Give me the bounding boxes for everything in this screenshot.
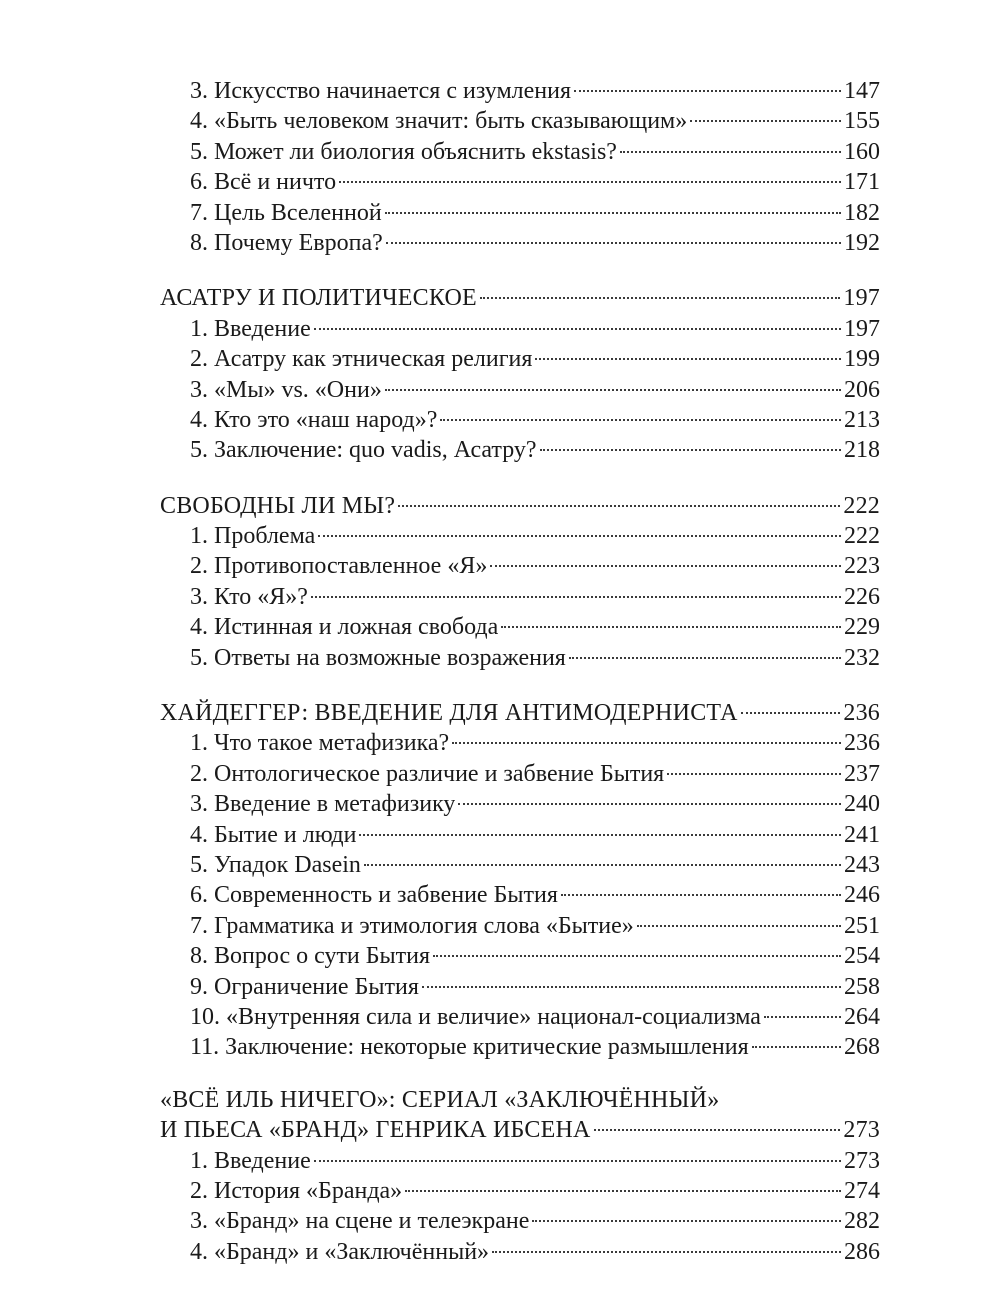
page-number: 251: [844, 912, 880, 939]
dot-leader: [339, 181, 841, 183]
toc-entry: [160, 1206, 880, 1236]
entry-title: 1. Проблема: [190, 523, 316, 550]
toc-entry: [160, 911, 880, 941]
page-number: 232: [844, 644, 880, 671]
dot-leader: [385, 389, 841, 391]
toc-entry: [160, 106, 880, 136]
dot-leader: [359, 834, 841, 836]
toc-entry: [160, 941, 880, 971]
toc-entry: [160, 728, 880, 758]
entry-title: 1. Что такое метафизика?: [190, 730, 450, 757]
entry-title: 8. Почему Европа?: [190, 229, 383, 256]
page-number: 243: [844, 851, 880, 878]
page-number: 236: [844, 730, 880, 757]
toc-entry: [160, 314, 880, 344]
page-number: 197: [843, 285, 880, 312]
dot-leader: [569, 657, 841, 659]
entry-title: 4. Кто это «наш народ»?: [190, 406, 438, 433]
page-number: 160: [844, 138, 880, 165]
entry-title: 2. Онтологическое различие и забвение Бытия: [190, 760, 665, 787]
entry-title: 3. Введение в метафизику: [190, 791, 456, 818]
entry-title: 1. Введение: [190, 315, 311, 342]
section-title: И ПЬЕСА «БРАНД» ГЕНРИКА ИБСЕНА: [160, 1117, 591, 1144]
dot-leader: [574, 90, 841, 92]
page-number: 192: [844, 229, 880, 256]
dot-leader: [490, 565, 841, 567]
toc-entry: [160, 1237, 880, 1267]
dot-leader: [314, 1160, 841, 1162]
section-title: ХАЙДЕГГЕР: ВВЕДЕНИЕ ДЛЯ АНТИМОДЕРНИСТА: [160, 700, 738, 727]
toc-entry: [160, 405, 880, 435]
page-number: 218: [844, 437, 880, 464]
dot-leader: [480, 297, 841, 299]
dot-leader: [364, 864, 841, 866]
page-number: 241: [844, 821, 880, 848]
dot-leader: [398, 505, 840, 507]
toc-entry: [160, 1002, 880, 1032]
entry-title: 2. Противопоставленное «Я»: [190, 553, 488, 580]
page-number: 206: [844, 376, 880, 403]
page-number: 236: [843, 700, 880, 727]
dot-leader: [386, 242, 841, 244]
page-number: 246: [844, 882, 880, 909]
dot-leader: [452, 742, 841, 744]
page-number: 223: [844, 553, 880, 580]
dot-leader: [405, 1190, 841, 1192]
page-number: 182: [844, 199, 880, 226]
entry-title: 1. Введение: [190, 1147, 311, 1174]
toc-entry: [160, 612, 880, 642]
entry-title: 6. Всё и ничто: [190, 169, 337, 196]
entry-title: 5. Может ли биология объяснить ekstasis?: [190, 138, 617, 165]
page-number: 286: [844, 1238, 880, 1265]
section-heading-line: [160, 698, 880, 728]
section-title: СВОБОДНЫ ЛИ МЫ?: [160, 492, 396, 519]
section-heading-line: [160, 1115, 880, 1145]
page-number: 254: [844, 943, 880, 970]
dot-leader: [540, 449, 841, 451]
section-heading-line: [160, 491, 880, 521]
section-title: «ВСЁ ИЛЬ НИЧЕГО»: СЕРИАЛ «ЗАКЛЮЧЁННЫЙ»: [160, 1086, 720, 1113]
page-number: 226: [844, 583, 880, 610]
dot-leader: [385, 212, 841, 214]
entry-title: 8. Вопрос о сути Бытия: [190, 943, 431, 970]
toc-entry: [160, 551, 880, 581]
page-number: 273: [843, 1117, 880, 1144]
toc-entry: [160, 76, 880, 106]
page-number: 273: [844, 1147, 880, 1174]
toc-entry: [160, 1146, 880, 1176]
toc-section: [160, 76, 880, 258]
entry-title: 5. Упадок Dasein: [190, 851, 361, 878]
page-number: 258: [844, 973, 880, 1000]
toc-entry: [160, 1032, 880, 1062]
page-number: 222: [844, 523, 880, 550]
dot-leader: [458, 803, 841, 805]
entry-title: 5. Ответы на возможные возражения: [190, 644, 566, 671]
toc-entry: [160, 582, 880, 612]
dot-leader: [594, 1129, 841, 1131]
toc-entry: [160, 1176, 880, 1206]
dot-leader: [752, 1046, 841, 1048]
entry-title: 4. Бытие и люди: [190, 821, 357, 848]
toc-section: [160, 283, 880, 465]
page-number: 264: [844, 1003, 880, 1030]
dot-leader: [690, 120, 841, 122]
section-heading-line: [160, 1085, 880, 1115]
entry-title: 9. Ограничение Бытия: [190, 973, 419, 1000]
toc-section: [160, 698, 880, 1063]
entry-title: 3. «Бранд» на сцене и телеэкране: [190, 1208, 530, 1235]
page-number: 147: [844, 78, 880, 104]
toc-section: [160, 1085, 880, 1267]
page-number: 213: [844, 406, 880, 433]
page-number: 229: [844, 614, 880, 641]
entry-title: 3. Кто «Я»?: [190, 583, 308, 610]
dot-leader: [318, 535, 841, 537]
entry-title: 5. Заключение: quo vadis, Асатру?: [190, 437, 537, 464]
section-title: АСАТРУ И ПОЛИТИЧЕСКОЕ: [160, 285, 477, 312]
entry-title: 11. Заключение: некоторые критические размышления: [190, 1034, 749, 1061]
dot-leader: [501, 626, 841, 628]
entry-title: 4. Истинная и ложная свобода: [190, 614, 499, 641]
dot-leader: [561, 894, 841, 896]
entry-title: 7. Цель Вселенной: [190, 199, 382, 226]
dot-leader: [314, 328, 841, 330]
page-number: 240: [844, 791, 880, 818]
toc-entry: [160, 820, 880, 850]
toc-entry: [160, 789, 880, 819]
page-number: 155: [844, 108, 880, 135]
dot-leader: [741, 712, 841, 714]
entry-title: 7. Грамматика и этимология слова «Бытие»: [190, 912, 634, 939]
dot-leader: [667, 773, 841, 775]
entry-title: 4. «Быть человеком значит: быть сказывающим»: [190, 108, 688, 135]
page-number: 171: [844, 169, 880, 196]
table-of-contents: [160, 76, 880, 1292]
toc-section: [160, 491, 880, 673]
toc-entry: [160, 643, 880, 673]
toc-entry: [160, 521, 880, 551]
toc-entry: [160, 198, 880, 228]
page-number: 237: [844, 760, 880, 787]
dot-leader: [764, 1016, 841, 1018]
toc-entry: [160, 972, 880, 1002]
toc-entry: [160, 167, 880, 197]
dot-leader: [492, 1251, 841, 1253]
dot-leader: [440, 419, 841, 421]
dot-leader: [422, 986, 841, 988]
page-number: 222: [843, 492, 880, 519]
dot-leader: [311, 596, 841, 598]
toc-entry: [160, 375, 880, 405]
page-number: 199: [844, 346, 880, 373]
page-number: 282: [844, 1208, 880, 1235]
toc-entry: [160, 759, 880, 789]
toc-entry: [160, 228, 880, 258]
dot-leader: [620, 151, 841, 153]
toc-entry: [160, 344, 880, 374]
dot-leader: [637, 925, 841, 927]
toc-entry: [160, 137, 880, 167]
page-number: 197: [844, 315, 880, 342]
entry-title: 2. Асатру как этническая религия: [190, 346, 533, 373]
page-number: 274: [844, 1177, 880, 1204]
dot-leader: [535, 358, 841, 360]
entry-title: 3. Искусство начинается с изумления: [190, 78, 572, 104]
page-number: 268: [844, 1034, 880, 1061]
toc-entry: [160, 850, 880, 880]
entry-title: 10. «Внутренняя сила и величие» национал-социализма: [190, 1003, 761, 1030]
entry-title: 4. «Бранд» и «Заключённый»: [190, 1238, 490, 1265]
toc-entry: [160, 880, 880, 910]
section-heading-line: [160, 283, 880, 313]
toc-entry: [160, 435, 880, 465]
entry-title: 2. История «Бранда»: [190, 1177, 403, 1204]
entry-title: 6. Современность и забвение Бытия: [190, 882, 558, 909]
dot-leader: [433, 955, 841, 957]
dot-leader: [532, 1220, 841, 1222]
entry-title: 3. «Мы» vs. «Они»: [190, 376, 382, 403]
